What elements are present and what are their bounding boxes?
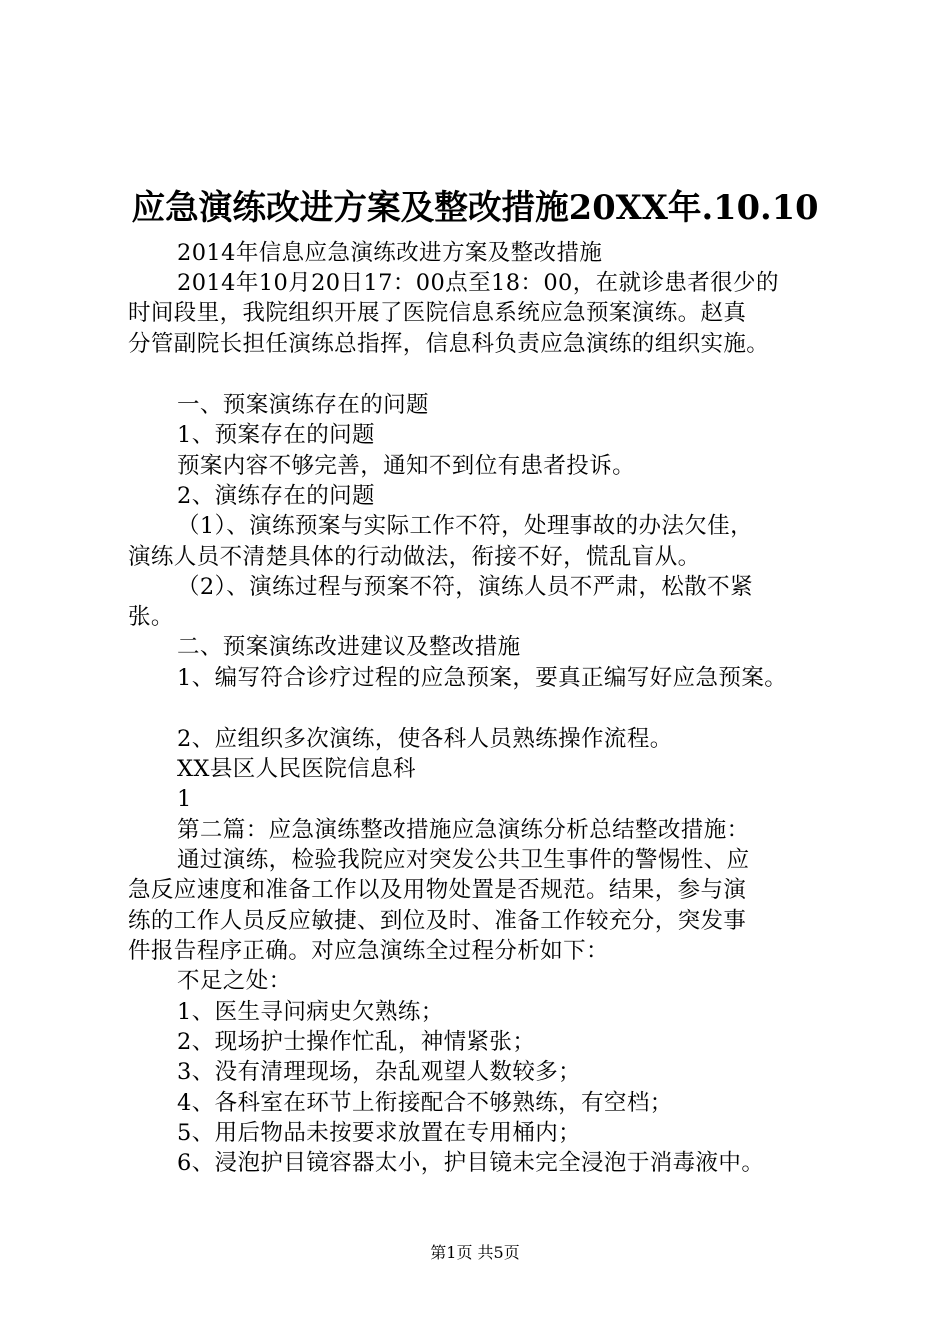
body-line: XX县区人民医院信息科 xyxy=(177,756,416,782)
body-line: 件报告程序正确。对应急演练全过程分析如下： xyxy=(128,938,609,964)
body-line: 1、编写符合诊疗过程的应急预案，要真正编写好应急预案。 xyxy=(177,665,788,691)
list-item: 5、用后物品未按要求放置在专用桶内； xyxy=(177,1120,582,1146)
body-line: 2、应组织多次演练，使各科人员熟练操作流程。 xyxy=(177,726,673,752)
section-heading: 二、预案演练改进建议及整改措施 xyxy=(177,634,521,660)
body-line: 2014年10月20日17：00点至18：00，在就诊患者很少的 xyxy=(177,270,779,296)
page-footer: 第1页 共5页 xyxy=(430,1243,520,1262)
body-line: 预案内容不够完善，通知不到位有患者投诉。 xyxy=(177,453,636,479)
body-line: （1）、演练预案与实际工作不符，处理事故的办法欠佳， xyxy=(177,513,753,539)
body-line: 时间段里，我院组织开展了医院信息系统应急预案演练。赵真 xyxy=(128,300,747,326)
body-line: （2）、演练过程与预案不符，演练人员不严肃，松散不紧 xyxy=(177,574,753,600)
section-heading: 一、预案演练存在的问题 xyxy=(177,392,429,418)
document-title: 应急演练改进方案及整改措施20XX年.10.10 xyxy=(131,188,819,228)
body-line: 分管副院长担任演练总指挥，信息科负责应急演练的组织实施。 xyxy=(128,331,770,357)
body-line: 演练人员不清楚具体的行动做法，衔接不好，慌乱盲从。 xyxy=(128,544,701,570)
body-line: 张。 xyxy=(128,604,174,630)
body-line: 不足之处： xyxy=(177,968,292,994)
list-item: 2、现场护士操作忙乱，神情紧张； xyxy=(177,1029,536,1055)
body-line: 通过演练，检验我院应对突发公共卫生事件的警惕性、应 xyxy=(177,847,750,873)
list-item: 1、医生寻问病史欠熟练； xyxy=(177,999,444,1025)
body-line: 练的工作人员反应敏捷、到位及时、准备工作较充分，突发事 xyxy=(128,908,747,934)
sub-heading: 2、演练存在的问题 xyxy=(177,483,375,509)
body-line: 急反应速度和准备工作以及用物处置是否规范。结果，参与演 xyxy=(128,877,747,903)
list-item: 4、各科室在环节上衔接配合不够熟练，有空档； xyxy=(177,1090,673,1116)
list-item: 3、没有清理现场，杂乱观望人数较多； xyxy=(177,1059,582,1085)
body-line: 2014年信息应急演练改进方案及整改措施 xyxy=(177,240,603,266)
sub-heading: 1、预案存在的问题 xyxy=(177,422,375,448)
list-item: 6、浸泡护目镜容器太小，护目镜未完全浸泡于消毒液中。 xyxy=(177,1150,765,1176)
body-line: 1 xyxy=(177,786,192,812)
section-heading: 第二篇：应急演练整改措施应急演练分析总结整改措施： xyxy=(177,817,750,843)
